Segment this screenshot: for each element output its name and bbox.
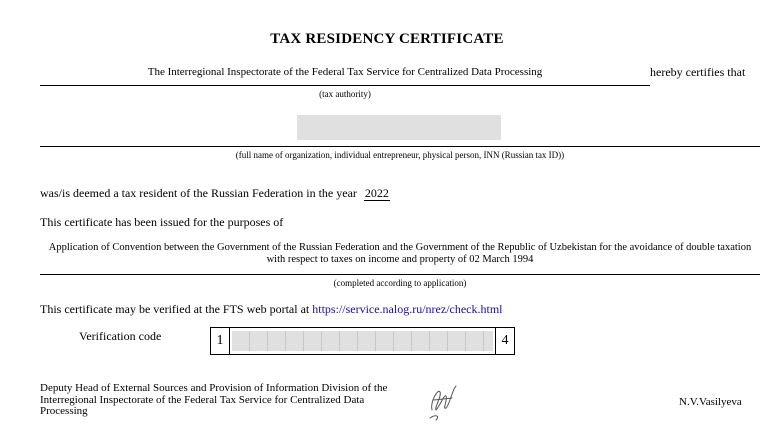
name-underline	[40, 146, 760, 147]
verify-text: This certificate may be verified at the FTS web portal at	[40, 302, 310, 316]
application-underline	[40, 274, 760, 275]
authority-caption: (tax authority)	[319, 89, 371, 99]
verification-statement	[40, 302, 503, 317]
verification-code-box	[210, 327, 515, 355]
signature-icon	[418, 380, 468, 422]
verification-code-label: Verification code	[79, 329, 162, 343]
tax-authority-name: The Interregional Inspectorate of the Federal Tax Service for Centralized Data Processing	[147, 66, 543, 78]
application-text: Application of Convention between the Government of the Russian Federation and the Government of the Republic of Uzbekistan for the avoidance of double taxation with respect to taxes on income and property of 02 March 1994	[48, 242, 752, 265]
signer-name: N.V.Vasilyeva	[679, 396, 742, 408]
residency-text: was/is deemed a tax resident of the Russian Federation in the year	[40, 186, 357, 200]
certificate-title: TAX RESIDENCY CERTIFICATE	[270, 31, 504, 47]
redacted-name-field	[297, 115, 501, 140]
certifies-text: hereby certifies that	[650, 65, 746, 79]
application-caption: (completed according to application)	[333, 278, 467, 288]
residency-statement	[40, 186, 390, 201]
residency-year: 2022	[364, 186, 389, 200]
purposes-text: This certificate has been issued for the purposes of	[40, 215, 284, 229]
code-last-digit: 4	[495, 328, 514, 354]
verify-link[interactable]: https://service.nalog.ru/nrez/check.html	[312, 302, 503, 316]
redacted-code-digits	[232, 331, 493, 351]
signer-title: Deputy Head of External Sources and Provision of Information Division of the Interregional Inspectorate of the Federal Tax Service for Centralized Data Processing	[40, 382, 388, 417]
code-first-digit: 1	[211, 328, 230, 354]
authority-underline	[40, 85, 650, 86]
name-caption: (full name of organization, individual entrepreneur, physical person, INN (Russian tax ID))	[235, 150, 565, 160]
